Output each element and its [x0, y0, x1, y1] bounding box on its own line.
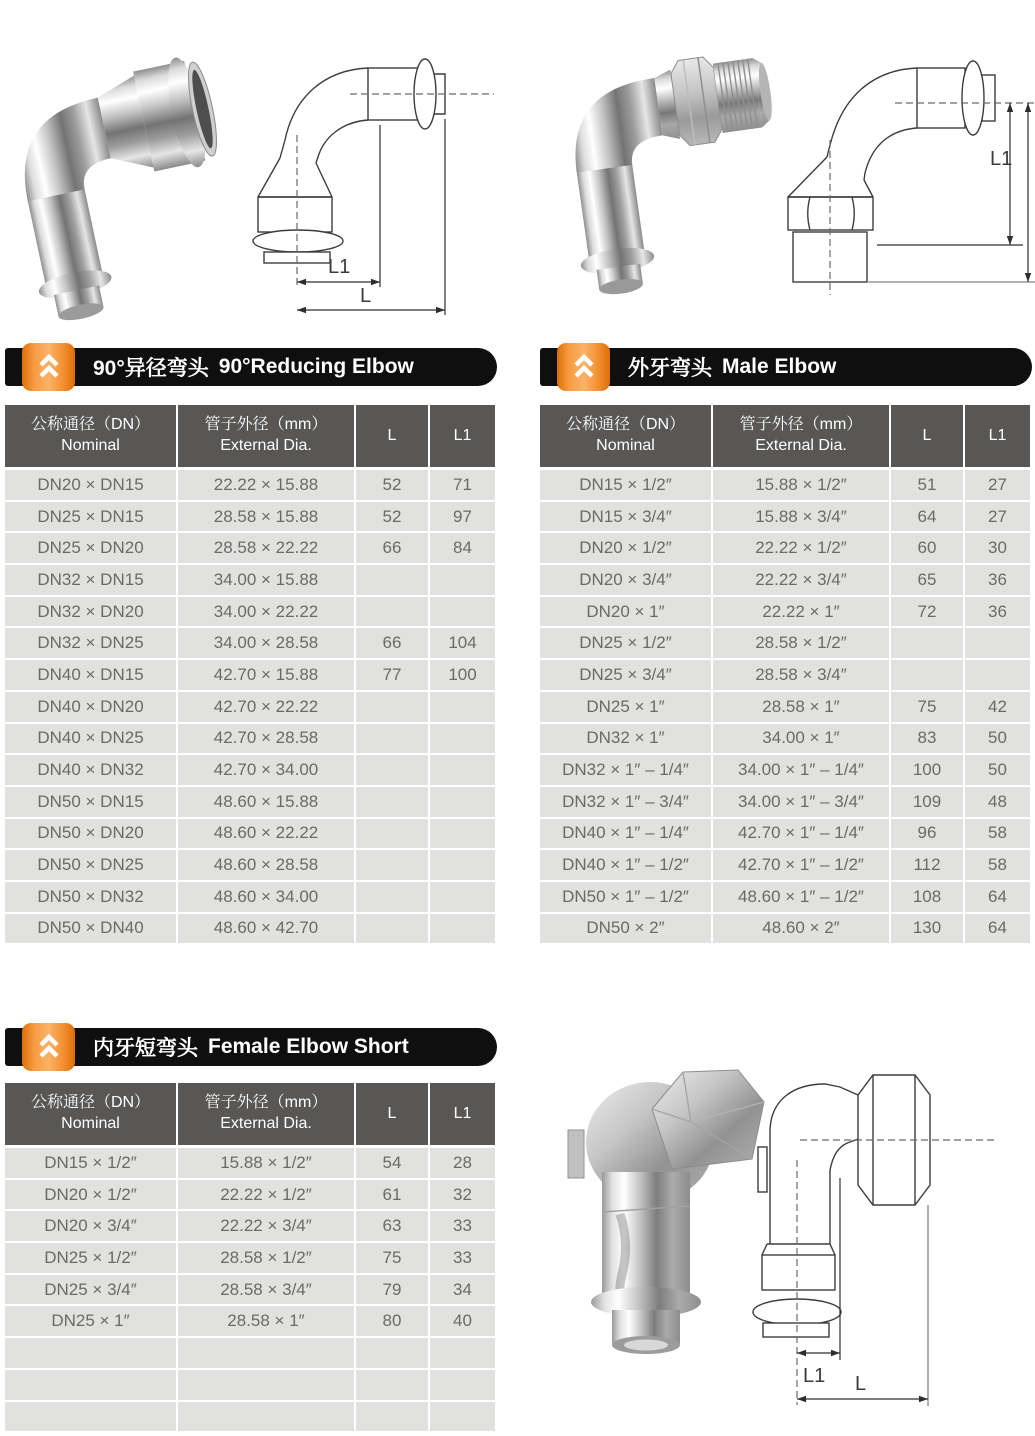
double-chevron-up-icon — [569, 352, 599, 382]
table-cell: 42.70 × 28.58 — [178, 724, 354, 754]
table-cell: 48.60 × 28.58 — [178, 850, 354, 880]
table-cell: 79 — [356, 1275, 428, 1305]
table-cell — [430, 565, 495, 595]
table-row — [5, 565, 497, 595]
table-cell: 72 — [891, 597, 963, 627]
section-title-en: Male Elbow — [722, 355, 837, 378]
col-header-nominal — [540, 405, 711, 467]
table-cell: DN50 × 2″ — [540, 914, 711, 944]
table-row — [540, 724, 1032, 754]
col-header-l: L — [891, 405, 963, 467]
male-elbow-table — [540, 405, 1032, 945]
table-cell: 108 — [891, 882, 963, 912]
table-cell: DN32 × DN15 — [5, 565, 176, 595]
table-cell: DN20 × 3/4″ — [5, 1211, 176, 1241]
table-cell: 22.22 × 3/4″ — [178, 1211, 354, 1241]
section-marker-badge — [22, 1023, 75, 1071]
table-cell: DN25 × 1/2″ — [540, 628, 711, 658]
col-label-zh: 管子外径（mm） — [739, 416, 863, 434]
section-title-en: 90°Reducing Elbow — [218, 355, 414, 378]
section-marker-badge — [557, 343, 610, 391]
table-row — [540, 597, 1032, 627]
table-cell: DN40 × DN32 — [5, 755, 176, 785]
male-elbow-photo — [548, 35, 798, 330]
table-cell: 33 — [430, 1243, 495, 1273]
table-cell: 100 — [430, 660, 495, 690]
table-cell: DN25 × DN20 — [5, 533, 176, 563]
table-row — [5, 1402, 497, 1432]
col-label-zh: 公称通径（DN） — [30, 1094, 151, 1112]
table-cell — [356, 692, 428, 722]
reducing-elbow-drawing — [250, 45, 500, 340]
table-cell: DN20 × 1/2″ — [540, 533, 711, 563]
table-cell: DN50 × DN32 — [5, 882, 176, 912]
table-cell: 15.88 × 1/2″ — [713, 470, 889, 500]
table-cell: DN40 × 1″ – 1/2″ — [540, 850, 711, 880]
table-cell: 130 — [891, 914, 963, 944]
table-cell: DN40 × DN20 — [5, 692, 176, 722]
table-row — [540, 787, 1032, 817]
table-cell: 64 — [965, 882, 1030, 912]
table-cell — [356, 914, 428, 944]
col-header-external-dia — [178, 1083, 354, 1145]
table-cell: 51 — [891, 470, 963, 500]
table-cell: 50 — [965, 724, 1030, 754]
table-cell: 54 — [356, 1148, 428, 1178]
table-cell — [430, 914, 495, 944]
dim-label-l1: L1 — [803, 1365, 826, 1387]
table-row — [5, 597, 497, 627]
table-cell: DN20 × 1″ — [540, 597, 711, 627]
table-row — [5, 1338, 497, 1368]
table-cell: 61 — [356, 1180, 428, 1210]
table-cell: DN15 × 1/2″ — [5, 1148, 176, 1178]
col-header-nominal — [5, 1083, 176, 1145]
table-cell: 48.60 × 15.88 — [178, 787, 354, 817]
table-cell: DN15 × 3/4″ — [540, 502, 711, 532]
table-cell — [430, 597, 495, 627]
col-label-en: External Dia. — [220, 437, 312, 454]
table-cell: 22.22 × 1/2″ — [178, 1180, 354, 1210]
table-row — [540, 692, 1032, 722]
table-cell: 64 — [891, 502, 963, 532]
col-label-zh: 公称通径（DN） — [30, 416, 151, 434]
table-cell: 42 — [965, 692, 1030, 722]
col-label-en: External Dia. — [220, 1115, 312, 1132]
table-cell: 52 — [356, 502, 428, 532]
reducing-elbow-table — [5, 405, 497, 945]
table-row — [5, 470, 497, 500]
table-row — [5, 882, 497, 912]
table-row — [5, 1211, 497, 1241]
dim-label-l1: L1 — [328, 256, 351, 278]
table-cell: 28.58 × 3/4″ — [713, 660, 889, 690]
table-cell: DN40 × 1″ – 1/4″ — [540, 819, 711, 849]
table-cell: 28 — [430, 1148, 495, 1178]
table-row — [540, 819, 1032, 849]
table-cell: DN50 × DN20 — [5, 819, 176, 849]
table-row — [540, 850, 1032, 880]
col-label-en: Nominal — [61, 437, 120, 454]
table-cell — [178, 1370, 354, 1400]
table-cell: 75 — [356, 1243, 428, 1273]
table-row — [540, 533, 1032, 563]
table-row — [5, 628, 497, 658]
section-title — [93, 1028, 409, 1066]
table-cell: DN32 × 1″ — [540, 724, 711, 754]
col-header-l1: L1 — [430, 405, 495, 467]
table-row — [540, 882, 1032, 912]
table-cell — [5, 1402, 176, 1432]
table-cell: DN25 × 3/4″ — [5, 1275, 176, 1305]
col-header-l: L — [356, 1083, 428, 1145]
table-cell: 28.58 × 1/2″ — [178, 1243, 354, 1273]
table-row — [5, 1370, 497, 1400]
table-cell: 42.70 × 1″ – 1/4″ — [713, 819, 889, 849]
table-cell — [356, 597, 428, 627]
table-row — [540, 565, 1032, 595]
table-cell: 28.58 × 1/2″ — [713, 628, 889, 658]
table-cell: DN25 × 3/4″ — [540, 660, 711, 690]
table-row — [5, 1180, 497, 1210]
table-cell: DN40 × DN15 — [5, 660, 176, 690]
table-row — [5, 1306, 497, 1336]
section-title-bar-reducing — [5, 348, 497, 386]
table-cell — [178, 1402, 354, 1432]
section-title-zh: 90°异径弯头 — [93, 357, 209, 380]
table-cell: 63 — [356, 1211, 428, 1241]
table-cell: 48.60 × 1″ – 1/2″ — [713, 882, 889, 912]
col-header-external-dia — [713, 405, 889, 467]
table-cell — [430, 1370, 495, 1400]
table-cell: 34.00 × 28.58 — [178, 628, 354, 658]
table-body — [5, 470, 497, 943]
table-cell: 34.00 × 22.22 — [178, 597, 354, 627]
table-cell: 65 — [891, 565, 963, 595]
table-cell — [356, 1338, 428, 1368]
table-cell: 28.58 × 22.22 — [178, 533, 354, 563]
table-cell: 27 — [965, 502, 1030, 532]
table-body — [540, 470, 1032, 943]
table-cell: 22.22 × 15.88 — [178, 470, 354, 500]
table-row — [5, 660, 497, 690]
table-cell — [891, 628, 963, 658]
col-label-en: Nominal — [61, 1115, 120, 1132]
table-cell — [356, 819, 428, 849]
table-cell: 34.00 × 1″ — [713, 724, 889, 754]
table-cell: 48 — [965, 787, 1030, 817]
table-cell: 36 — [965, 565, 1030, 595]
table-row — [540, 755, 1032, 785]
table-header — [5, 405, 497, 467]
table-cell: DN50 × DN15 — [5, 787, 176, 817]
table-row — [540, 914, 1032, 944]
section-title — [93, 348, 414, 386]
table-cell — [430, 724, 495, 754]
table-row — [5, 1148, 497, 1178]
table-cell: DN50 × DN25 — [5, 850, 176, 880]
table-cell: DN25 × 1″ — [540, 692, 711, 722]
table-cell: 22.22 × 3/4″ — [713, 565, 889, 595]
table-cell: 71 — [430, 470, 495, 500]
table-cell — [891, 660, 963, 690]
table-cell: 28.58 × 15.88 — [178, 502, 354, 532]
table-cell: 34 — [430, 1275, 495, 1305]
table-cell — [356, 755, 428, 785]
table-cell: 15.88 × 3/4″ — [713, 502, 889, 532]
table-cell: 36 — [965, 597, 1030, 627]
table-cell — [430, 787, 495, 817]
table-cell: 58 — [965, 850, 1030, 880]
table-cell: DN25 × DN15 — [5, 502, 176, 532]
table-body — [5, 1148, 497, 1431]
table-cell: DN50 × DN40 — [5, 914, 176, 944]
table-cell: 48.60 × 2″ — [713, 914, 889, 944]
table-header — [5, 1083, 497, 1145]
table-cell: DN32 × 1″ – 3/4″ — [540, 787, 711, 817]
table-cell: DN40 × DN25 — [5, 724, 176, 754]
table-cell: 27 — [965, 470, 1030, 500]
table-cell: 42.70 × 22.22 — [178, 692, 354, 722]
table-cell: 66 — [356, 533, 428, 563]
reducing-elbow-photo — [5, 38, 255, 330]
male-elbow-drawing — [780, 45, 1035, 340]
table-cell: DN20 × 1/2″ — [5, 1180, 176, 1210]
table-cell — [5, 1338, 176, 1368]
table-cell: 28.58 × 1″ — [178, 1306, 354, 1336]
table-cell: 40 — [430, 1306, 495, 1336]
table-cell — [430, 1402, 495, 1432]
table-cell: 22.22 × 1/2″ — [713, 533, 889, 563]
table-cell: 84 — [430, 533, 495, 563]
section-title-bar-female-short — [5, 1028, 497, 1066]
table-cell: 50 — [965, 755, 1030, 785]
table-cell: DN32 × 1″ – 1/4″ — [540, 755, 711, 785]
table-cell: 32 — [430, 1180, 495, 1210]
table-cell: 80 — [356, 1306, 428, 1336]
table-cell — [178, 1338, 354, 1368]
table-cell — [430, 819, 495, 849]
table-cell: 30 — [965, 533, 1030, 563]
table-header — [540, 405, 1032, 467]
section-title — [628, 348, 836, 386]
double-chevron-up-icon — [34, 352, 64, 382]
table-row — [5, 724, 497, 754]
section-marker-badge — [22, 343, 75, 391]
col-label-zh: 公称通径（DN） — [565, 416, 686, 434]
col-label-zh: 管子外径（mm） — [204, 1094, 328, 1112]
dim-label-l: L — [360, 285, 372, 307]
table-cell — [356, 882, 428, 912]
table-cell: 104 — [430, 628, 495, 658]
col-header-l1: L1 — [965, 405, 1030, 467]
table-cell: 75 — [891, 692, 963, 722]
table-cell: 42.70 × 1″ – 1/2″ — [713, 850, 889, 880]
table-cell: 28.58 × 3/4″ — [178, 1275, 354, 1305]
table-cell: 48.60 × 22.22 — [178, 819, 354, 849]
table-cell — [356, 724, 428, 754]
col-label-en: External Dia. — [755, 437, 847, 454]
table-cell: DN20 × DN15 — [5, 470, 176, 500]
table-row — [5, 692, 497, 722]
table-cell: 48.60 × 34.00 — [178, 882, 354, 912]
table-cell — [356, 787, 428, 817]
table-cell: DN32 × DN25 — [5, 628, 176, 658]
female-elbow-short-table — [5, 1083, 497, 1433]
table-cell: 34.00 × 15.88 — [178, 565, 354, 595]
col-header-nominal — [5, 405, 176, 467]
table-cell: 34.00 × 1″ – 1/4″ — [713, 755, 889, 785]
col-header-external-dia — [178, 405, 354, 467]
table-row — [5, 502, 497, 532]
table-cell: 60 — [891, 533, 963, 563]
table-cell: 34.00 × 1″ – 3/4″ — [713, 787, 889, 817]
table-row — [5, 533, 497, 563]
table-cell: 100 — [891, 755, 963, 785]
table-cell: 58 — [965, 819, 1030, 849]
double-chevron-up-icon — [34, 1032, 64, 1062]
section-title-zh: 内牙短弯头 — [93, 1037, 198, 1060]
table-cell: 22.22 × 1″ — [713, 597, 889, 627]
table-row — [5, 755, 497, 785]
table-row — [540, 628, 1032, 658]
table-cell: 42.70 × 15.88 — [178, 660, 354, 690]
table-cell: 48.60 × 42.70 — [178, 914, 354, 944]
table-row — [5, 914, 497, 944]
table-row — [5, 819, 497, 849]
table-cell: 112 — [891, 850, 963, 880]
table-row — [5, 1275, 497, 1305]
table-cell: 109 — [891, 787, 963, 817]
table-row — [540, 470, 1032, 500]
table-cell: 83 — [891, 724, 963, 754]
table-cell — [965, 660, 1030, 690]
table-cell — [430, 1338, 495, 1368]
table-row — [5, 850, 497, 880]
col-label-zh: 管子外径（mm） — [204, 416, 328, 434]
table-cell: 97 — [430, 502, 495, 532]
table-cell: DN25 × 1″ — [5, 1306, 176, 1336]
table-cell — [356, 1402, 428, 1432]
table-cell: 15.88 × 1/2″ — [178, 1148, 354, 1178]
table-cell: 96 — [891, 819, 963, 849]
table-cell — [430, 692, 495, 722]
table-cell — [430, 882, 495, 912]
table-row — [5, 1243, 497, 1273]
table-cell: DN15 × 1/2″ — [540, 470, 711, 500]
table-cell: 52 — [356, 470, 428, 500]
table-cell: 28.58 × 1″ — [713, 692, 889, 722]
table-row — [5, 787, 497, 817]
section-title-bar-male — [540, 348, 1032, 386]
table-cell — [356, 850, 428, 880]
female-elbow-drawing — [745, 1070, 1035, 1430]
table-cell — [5, 1370, 176, 1400]
table-cell: 64 — [965, 914, 1030, 944]
table-cell: 33 — [430, 1211, 495, 1241]
section-title-zh: 外牙弯头 — [628, 357, 712, 380]
table-cell — [430, 755, 495, 785]
section-title-en: Female Elbow Short — [208, 1035, 409, 1058]
table-cell: 42.70 × 34.00 — [178, 755, 354, 785]
table-cell: DN25 × 1/2″ — [5, 1243, 176, 1273]
dim-label-l1: L1 — [990, 148, 1013, 170]
table-cell — [430, 850, 495, 880]
col-label-en: Nominal — [596, 437, 655, 454]
col-header-l1: L1 — [430, 1083, 495, 1145]
col-header-l: L — [356, 405, 428, 467]
table-cell — [356, 565, 428, 595]
table-cell: DN20 × 3/4″ — [540, 565, 711, 595]
table-cell: DN50 × 1″ – 1/2″ — [540, 882, 711, 912]
dim-label-l: L — [855, 1373, 867, 1395]
table-row — [540, 660, 1032, 690]
table-cell: 77 — [356, 660, 428, 690]
table-cell: DN32 × DN20 — [5, 597, 176, 627]
table-cell: 66 — [356, 628, 428, 658]
table-row — [540, 502, 1032, 532]
table-cell — [356, 1370, 428, 1400]
table-cell — [965, 628, 1030, 658]
